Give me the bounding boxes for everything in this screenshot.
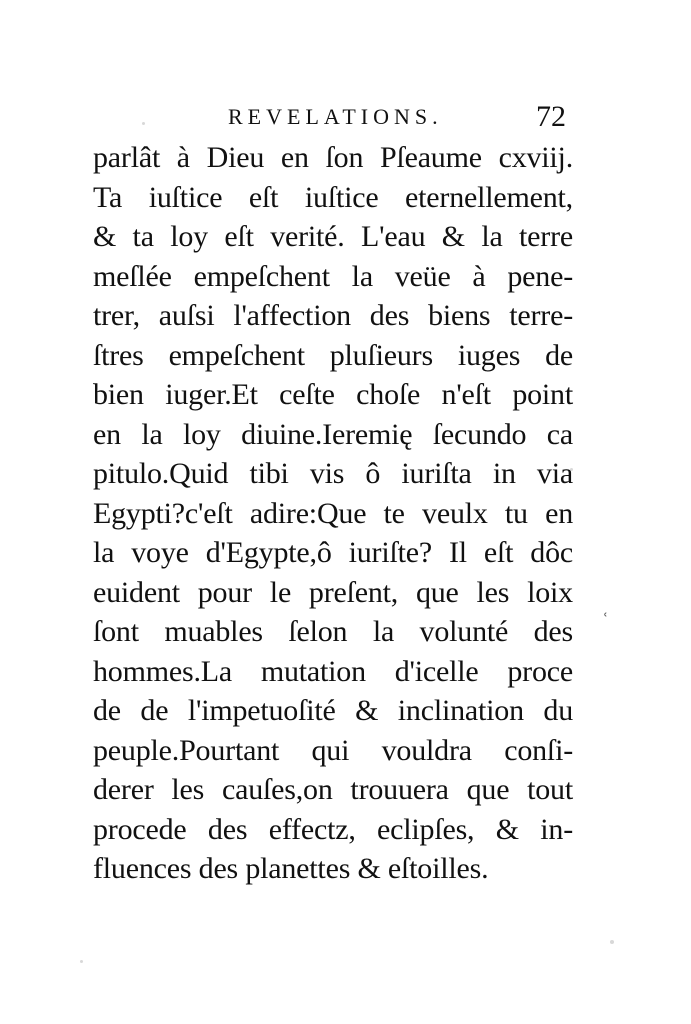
text-line: la voye d'Egypte,ô iuriſte? Il eſt dôc xyxy=(93,536,573,569)
text-line: & ta loy eſt verité. L'eau & la terre xyxy=(93,220,573,253)
text-line: Egypti?c'eſt adire:Que te veulx tu en xyxy=(93,496,573,530)
page-header xyxy=(0,100,691,136)
text-line: en la loy diuine.Ieremię ſecundo ca xyxy=(93,417,573,451)
page-number: 72 xyxy=(536,100,566,133)
text-line: de de l'impetuoſité & inclination du xyxy=(93,694,573,727)
text-line: hommes.La mutation d'icelle proce xyxy=(93,654,573,688)
body-text xyxy=(93,138,573,889)
text-line: euident pour le preſent, que les loix xyxy=(93,575,573,609)
text-line: trer, auſsi l'affection des biens terre- xyxy=(93,299,573,332)
text-line: pitulo.Quid tibi vis ô iuriſta in via xyxy=(93,457,573,490)
text-line: ſont muables ſelon la volunté des xyxy=(93,615,573,648)
text-line: bien iuger.Et ceſte choſe n'eſt point xyxy=(93,378,573,411)
paper-speck xyxy=(610,940,614,944)
text-line: ſtres empeſchent pluſieurs iuges de xyxy=(93,338,573,372)
text-line: fluences des planettes & eſtoilles. xyxy=(93,852,489,885)
text-line: procede des effectz, eclipſes, & in- xyxy=(93,812,573,846)
text-line: parlât à Dieu en ſon Pſeaume cxviij. xyxy=(93,141,573,174)
text-line: peuple.Pourtant qui vouldra conſi- xyxy=(93,733,573,767)
paper-speck xyxy=(80,960,83,963)
running-title: REVELATIONS. xyxy=(228,104,443,129)
margin-mark: ʿ xyxy=(602,610,609,632)
text-line: Ta iuſtice eſt iuſtice eternellement, xyxy=(93,180,573,214)
text-line: meſlée empeſchent la veüe à pene- xyxy=(93,259,573,293)
text-line: derer les cauſes,on trouuera que tout xyxy=(93,773,573,806)
